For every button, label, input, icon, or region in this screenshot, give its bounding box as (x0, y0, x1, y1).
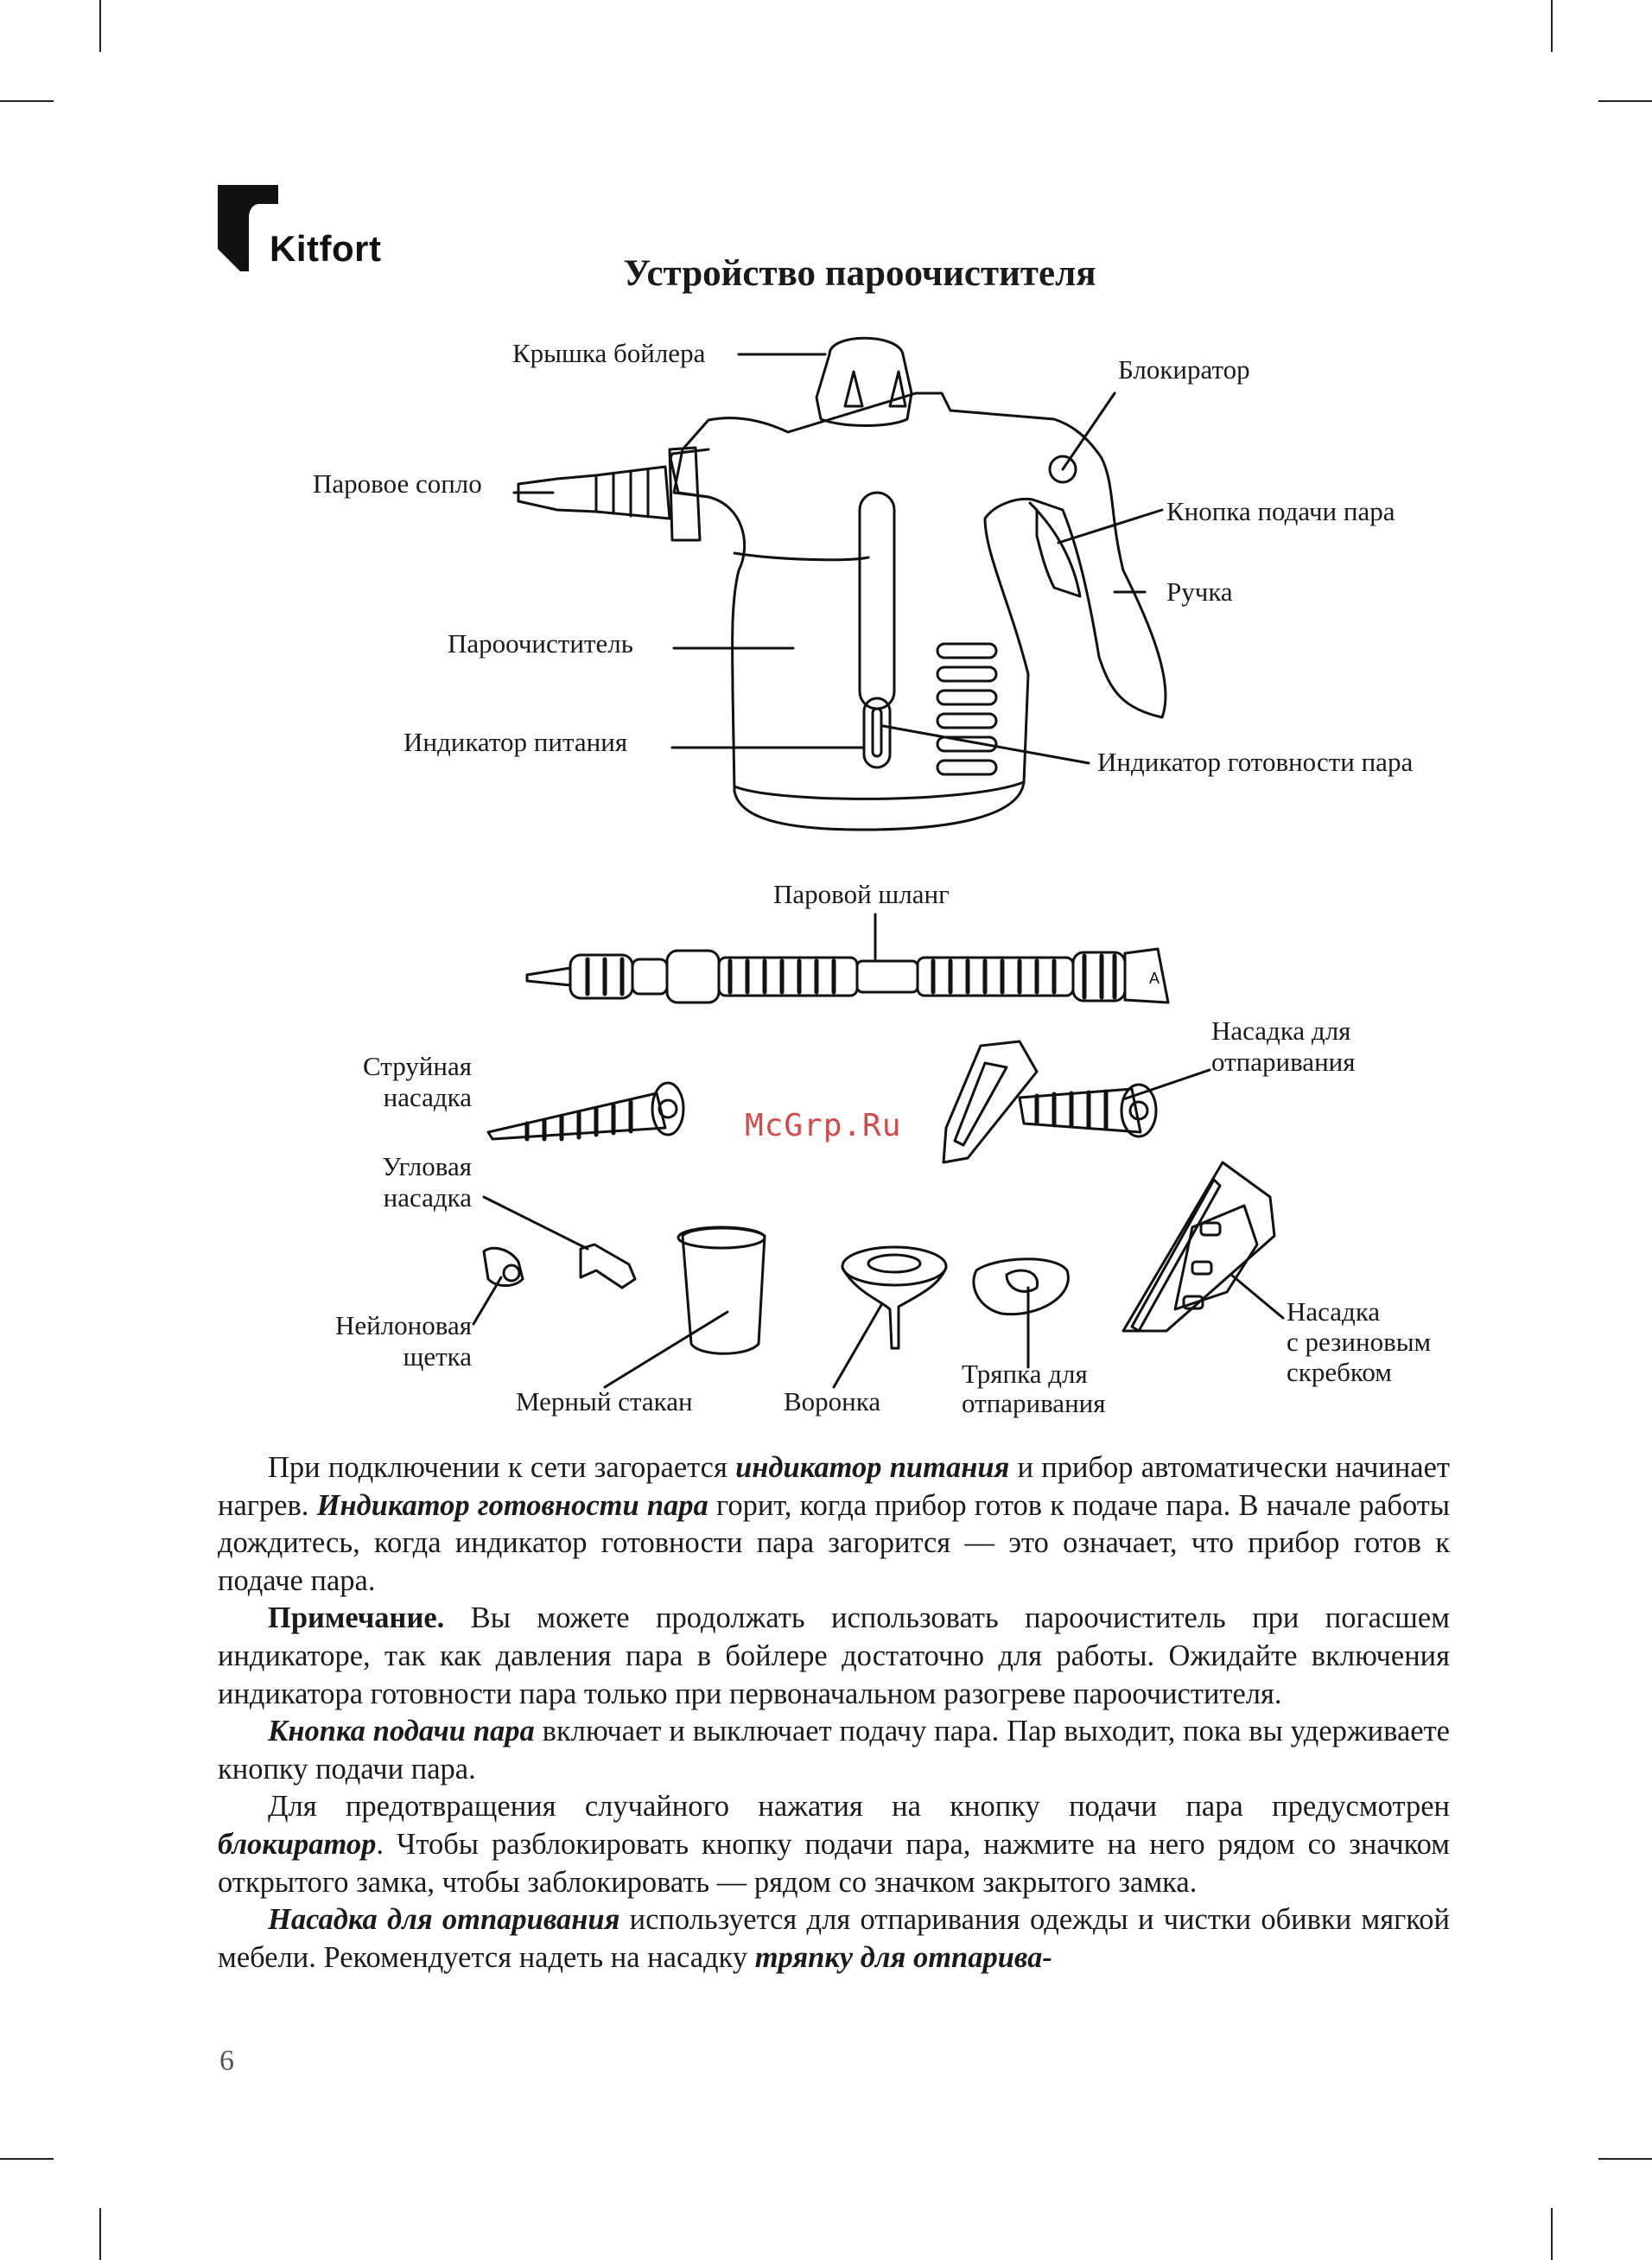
page-title: Устройство пароочистителя (623, 253, 1096, 294)
angle-nozzle (581, 1245, 635, 1288)
label-power-indicator: Индикатор питания (403, 727, 628, 757)
label-measuring-cup: Мерный стакан (516, 1386, 693, 1416)
jet-nozzle (488, 1083, 683, 1139)
label-steaming-cloth-1: Тряпка для (962, 1359, 1088, 1389)
paragraph: При подключении к сети загорается индикатор питания и прибор автоматически начинает нагрев. Индикатор готовности пара горит, когда прибор готов к подаче пара. В начале работы дождитесь, когда индикатор готовности пара загорится — это означает, что прибор готов к подаче пара. (218, 1451, 1450, 1597)
label-funnel: Воронка (784, 1386, 881, 1416)
paragraph: Для предотвращения случайного нажатия на кнопку подачи пара предусмотрен блокиратор. Чтобы разблокировать кнопку подачи пара, нажмите на него рядом со значком открытого замка, чтобы заблокировать — рядом со значком закрытого замка. (218, 1790, 1450, 1899)
steaming-cloth (974, 1259, 1069, 1315)
steam-cleaner-body (674, 393, 1166, 830)
label-steam-nozzle: Паровое сопло (313, 468, 482, 499)
funnel (842, 1247, 946, 1348)
watermark: McGrp.Ru (745, 1108, 902, 1143)
brand-name: Kitfort (270, 228, 382, 269)
steaming-nozzle (944, 1041, 1156, 1162)
hose-marking: A (1149, 970, 1160, 987)
page-number: 6 (219, 2045, 234, 2077)
label-jet-nozzle-1: Струйная (363, 1051, 472, 1081)
label-boiler-cap: Крышка бойлера (512, 338, 706, 368)
label-scraper-nozzle-2: с резиновым (1287, 1327, 1432, 1357)
label-steam-hose: Паровой шланг (773, 879, 950, 909)
label-lock: Блокиратор (1118, 354, 1250, 385)
label-nylon-brush-2: щетка (403, 1341, 472, 1372)
label-steaming-nozzle-2: отпаривания (1211, 1047, 1356, 1077)
label-jet-nozzle-2: насадка (383, 1082, 472, 1112)
label-steaming-cloth-2: отпаривания (962, 1388, 1106, 1418)
label-scraper-nozzle-3: скребком (1287, 1357, 1392, 1387)
label-steam-cleaner: Пароочиститель (448, 628, 633, 659)
label-angle-nozzle-1: Угловая (382, 1151, 472, 1181)
scraper-nozzle (1123, 1162, 1274, 1331)
label-angle-nozzle-2: насадка (383, 1182, 472, 1213)
paragraph: Кнопка подачи пара включает и выключает подачу пара. Пар выходит, пока вы удерживаете кнопку подачи пара. (218, 1715, 1450, 1786)
label-steaming-nozzle-1: Насадка для (1211, 1015, 1351, 1046)
label-ready-indicator: Индикатор готовности пара (1097, 747, 1414, 777)
paragraph: Насадка для отпаривания используется для отпаривания одежды и чистки обивки мягкой мебели. Рекомендуется надеть на насадку тряпку для отпарива- (218, 1903, 1450, 1974)
label-nylon-brush-1: Нейлоновая (334, 1310, 472, 1340)
label-handle: Ручка (1166, 576, 1233, 607)
label-scraper-nozzle-1: Насадка (1287, 1296, 1381, 1327)
steam-trigger (1030, 503, 1080, 596)
paragraph: Примечание. Вы можете продолжать использовать пароочиститель при погасшем индикаторе, так как давления пара в бойлере достаточно для работы. Ожидайте включения индикатора готовности пара только при первоначальном разогреве пароочистителя. (218, 1601, 1450, 1710)
body-text (218, 1449, 1450, 1977)
label-steam-button: Кнопка подачи пара (1166, 496, 1395, 526)
